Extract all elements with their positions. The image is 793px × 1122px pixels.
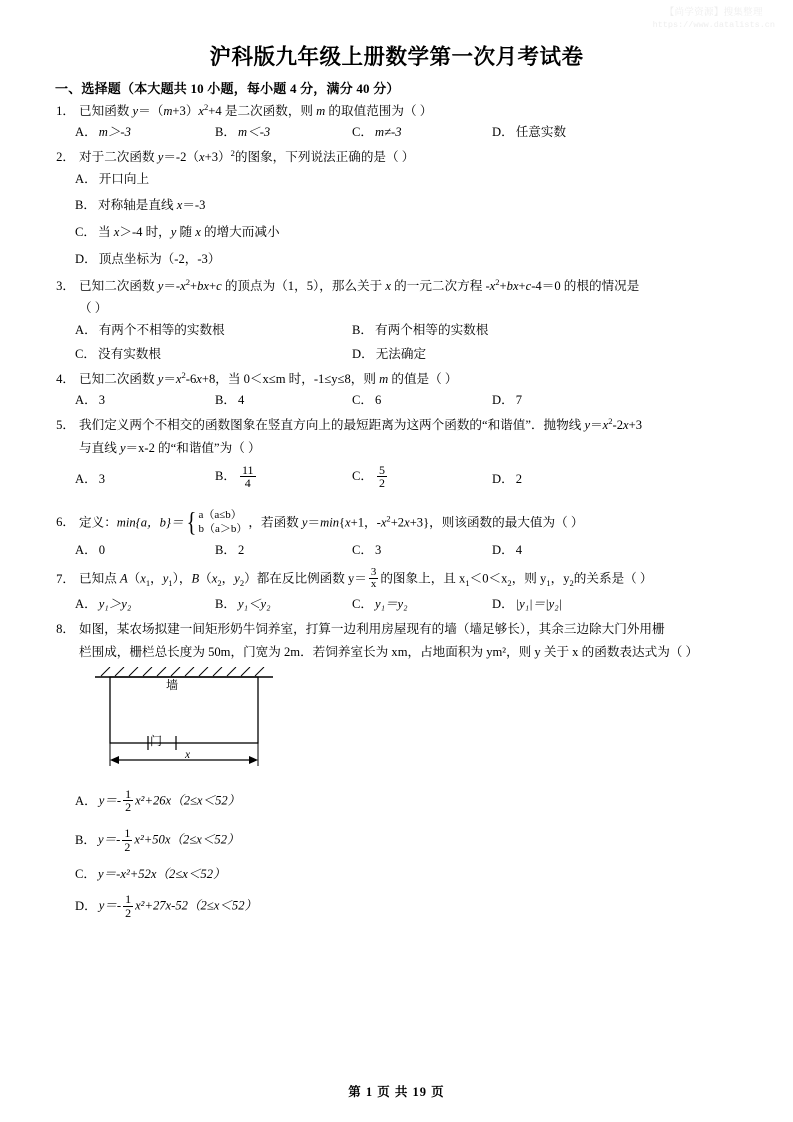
watermark xyxy=(653,8,775,31)
fraction-1-over-2-a: $\frac{1}{2}$ xyxy=(125,786,132,815)
question-7 xyxy=(55,568,755,615)
question-7-option-c[interactable]: C． y₁＝y₂ xyxy=(352,597,408,612)
question-5-option-c[interactable]: C． $\frac{5}{2}$ xyxy=(352,462,385,491)
question-4-option-a[interactable]: A． 3 xyxy=(75,393,105,408)
question-7-option-d[interactable]: D． |y₁|＝|y₂| xyxy=(492,597,563,612)
fraction-3-over-x: $\frac{3}{x}$ xyxy=(370,566,377,591)
question-7-stem: 7． 已知点 $A(x_1$，$y_1$），$B(x_2$，$y_2$）都在反比例函数 y＝ $\frac{3}{x}$ 的图象上，且 $x_1<0<x_2$，则 $y_1$，$y_2$的关系是（ ） xyxy=(56,566,653,591)
question-2-text-b: 的图象，下列说法正确的是（ ） xyxy=(234,150,415,165)
question-5-number: 5． xyxy=(56,418,75,433)
exam-content xyxy=(55,82,755,934)
question-7-number: 7． xyxy=(56,571,75,586)
question-8-stem xyxy=(55,622,755,637)
question-3-text-c: 的一元二次方程 xyxy=(391,279,486,294)
question-1-option-d[interactable]: D． 任意实数 xyxy=(492,125,567,140)
question-2-text-a: 对于二次函数 xyxy=(79,150,158,165)
question-7-option-b[interactable]: B． y₁＜y₂ xyxy=(215,597,271,612)
question-2-number: 2． xyxy=(56,150,75,165)
question-8-text-a: 如图，某农场拟建一间矩形奶牛饲养室，打算一边利用房屋现有的墙（墙足够长），其余三边除大门外用栅 xyxy=(79,622,665,637)
question-6-number: 6． xyxy=(56,515,75,530)
question-1 xyxy=(55,101,755,143)
question-5 xyxy=(55,415,755,503)
section-heading: 一、选择题（本大题共 10 小题，每小题 4 分，满分 40 分） xyxy=(55,81,400,96)
fraction-11-over-4: $\frac{11}{4}$ xyxy=(242,462,254,491)
question-6-text-d: ，则该函数的最大值为（ ） xyxy=(429,515,584,530)
question-7-text-c: 的图象上，且 x xyxy=(380,571,466,586)
question-4-stem: 4． 已知二次函数 $y=x^2‑6x+8$，当 0＜x≤m 时，‑1≤y≤8，则 m 的值是（ ） xyxy=(56,369,458,386)
question-4-options xyxy=(55,394,755,411)
question-3-option-d[interactable]: D． 无法确定 xyxy=(352,346,427,361)
question-5-stem-cont: 与直线 y＝x‑2 的“和谐值”为（ ） xyxy=(79,440,261,455)
question-7-text-b: 都在反比例函数 y＝ xyxy=(256,571,367,586)
question-8 xyxy=(55,622,755,920)
fraction-1-over-2-d: $\frac{1}{2}$ xyxy=(125,892,132,920)
question-3-options-row2 xyxy=(55,348,755,365)
question-4-option-b[interactable]: B． 4 xyxy=(215,393,245,408)
question-3-stem: 3． 已知二次函数 $y=‑x^2+bx+c$ 的顶点为（1，5），那么关于 x 的一元二次方程 $‑x^2+bx+c‑4=0$ 的根的情况是 xyxy=(56,276,640,294)
left-curly-brace-icon: { xyxy=(186,506,196,537)
question-3-number: 3． xyxy=(56,279,75,294)
question-4 xyxy=(55,369,755,411)
question-7-text-a: 已知点 xyxy=(79,571,120,586)
question-6-text-a: 定义： xyxy=(79,515,117,530)
question-7-option-a[interactable]: A． y₁＞y₂ xyxy=(75,597,132,612)
question-1-text-b: 是二次函数，则 xyxy=(221,104,317,118)
question-3-option-c[interactable]: C． 没有实数根 xyxy=(75,346,161,361)
question-2-stem: 2． 对于二次函数 $y=‑2(x+3)^2$的图象，下列说法正确的是（ ） xyxy=(56,148,415,165)
question-3-option-b[interactable]: B． 有两个相等的实数根 xyxy=(352,322,489,337)
question-5-text-a: 我们定义两个不相交的函数图象在竖直方向上的最短距离为这两个函数的“和谐值”．抛物线 xyxy=(79,418,585,433)
question-5-option-b[interactable]: B． $\frac{11}{4}$ xyxy=(215,462,254,491)
question-5-options xyxy=(55,463,755,503)
figure-door-label: 门 xyxy=(150,733,163,748)
question-8-figure xyxy=(93,667,353,779)
question-6-option-b[interactable]: B． 2 xyxy=(215,543,245,558)
question-1-number: 1． xyxy=(56,104,75,118)
question-4-number: 4． xyxy=(56,371,75,386)
question-1-option-b[interactable]: B． m＜‑3 xyxy=(215,125,271,140)
question-2-option-b[interactable]: B． 对称轴是直线 x＝‑3 xyxy=(75,198,206,213)
question-2 xyxy=(55,150,755,265)
question-4-text-c: 的值是（ ） xyxy=(388,371,458,386)
question-2-option-c[interactable]: C． 当 x＞‑4 时，y 随 x 的增大而减小 xyxy=(75,224,280,239)
figure-dimension-label: x xyxy=(185,748,191,761)
question-3-text-a: 已知二次函数 xyxy=(79,279,158,294)
fraction-1-over-2-b: $\frac{1}{2}$ xyxy=(124,826,131,854)
question-2-option-a[interactable]: A． 开口向上 xyxy=(75,171,150,186)
question-6-options xyxy=(55,544,755,561)
fraction-5-over-2: $\frac{5}{2}$ xyxy=(379,462,385,491)
question-8-option-b[interactable]: B． y＝‑ $\frac{1}{2}$ x²+50x（2≤x＜52） xyxy=(75,826,240,854)
question-4-option-d[interactable]: D． 7 xyxy=(492,393,522,408)
question-1-option-a[interactable]: A． m＞‑3 xyxy=(75,125,131,140)
page-title: 沪科版九年级上册数学第一次月考试卷 xyxy=(209,45,584,69)
question-6-option-c[interactable]: C． 3 xyxy=(352,543,382,558)
rectangular-pen-diagram xyxy=(93,667,353,779)
question-8-option-a[interactable]: A． y＝‑ $\frac{1}{2}$ x²+26x（2≤x＜52） xyxy=(75,786,241,815)
question-1-option-c[interactable]: C． m≠‑3 xyxy=(352,125,402,140)
question-7-options xyxy=(55,598,755,615)
question-6 xyxy=(55,506,755,561)
question-4-text-b: ，当 0＜x≤m 时，‑1≤y≤8，则 xyxy=(215,371,380,386)
question-3-text-d: ‑4＝0 的根的情况是 xyxy=(531,279,640,294)
question-6-option-a[interactable]: A． 0 xyxy=(75,543,105,558)
question-4-option-c[interactable]: C． 6 xyxy=(352,393,382,408)
page-footer: 第 1 页 共 19 页 xyxy=(348,1085,445,1099)
question-2-option-d[interactable]: D． 顶点坐标为（‑2，‑3） xyxy=(75,251,221,266)
question-1-text-a: 已知函数 xyxy=(79,104,133,118)
question-8-option-c[interactable]: C． y＝‑x²+52x（2≤x＜52） xyxy=(75,866,226,881)
question-6-text-c: ，若函数 xyxy=(248,515,302,530)
question-1-stem: 1． 已知函数 $y=(m+3)x^2+4$ 是二次函数，则 m 的取值范围为（ ） xyxy=(56,101,433,118)
question-4-text-a: 已知二次函数 xyxy=(79,371,158,386)
question-5-option-a[interactable]: A． 3 xyxy=(75,471,105,486)
question-5-stem: 5． 我们定义两个不相交的函数图象在竖直方向上的最短距离为这两个函数的“和谐值”．抛物线 $y=x^2‑2x+3$ xyxy=(56,415,643,433)
question-3-option-a[interactable]: A． 有两个不相等的实数根 xyxy=(75,322,225,337)
question-1-text-c: 的取值范围为（ ） xyxy=(325,104,433,118)
question-5-option-d[interactable]: D． 2 xyxy=(492,471,522,486)
question-8-number: 8． xyxy=(56,622,75,637)
figure-wall-label: 墙 xyxy=(166,677,179,692)
question-6-option-d[interactable]: D． 4 xyxy=(492,543,522,558)
question-1-options xyxy=(55,126,755,143)
question-3-text-b: 的顶点为（1，5），那么关于 xyxy=(221,279,386,294)
piecewise-brace: { a（a≤b） b（a＞b） xyxy=(186,506,248,537)
question-3-options-row1 xyxy=(55,324,755,341)
question-3-stem-cont: （ ） xyxy=(79,301,108,316)
question-3 xyxy=(55,276,755,365)
watermark-source: 【尚学资源】搜集整理 xyxy=(664,8,763,18)
watermark-url: https://www.datalists.cn xyxy=(652,19,775,30)
question-6-stem: 6． 定义：min{a，b}＝{ a（a≤b） b（a＞b） ，若函数 y＝min{x+1，$‑x^2+2x+3$}，则该函数的最大值为（ ） xyxy=(56,506,584,537)
question-8-option-d[interactable]: D． y＝‑ $\frac{1}{2}$ x²+27x‑52（2≤x＜52） xyxy=(75,892,258,920)
question-8-stem-cont: 栏围成，栅栏总长度为 50m，门宽为 2m．若饲养室长为 xm，占地面积为 ym²，则 y 关于 x 的函数表达式为（ ） xyxy=(79,644,699,659)
